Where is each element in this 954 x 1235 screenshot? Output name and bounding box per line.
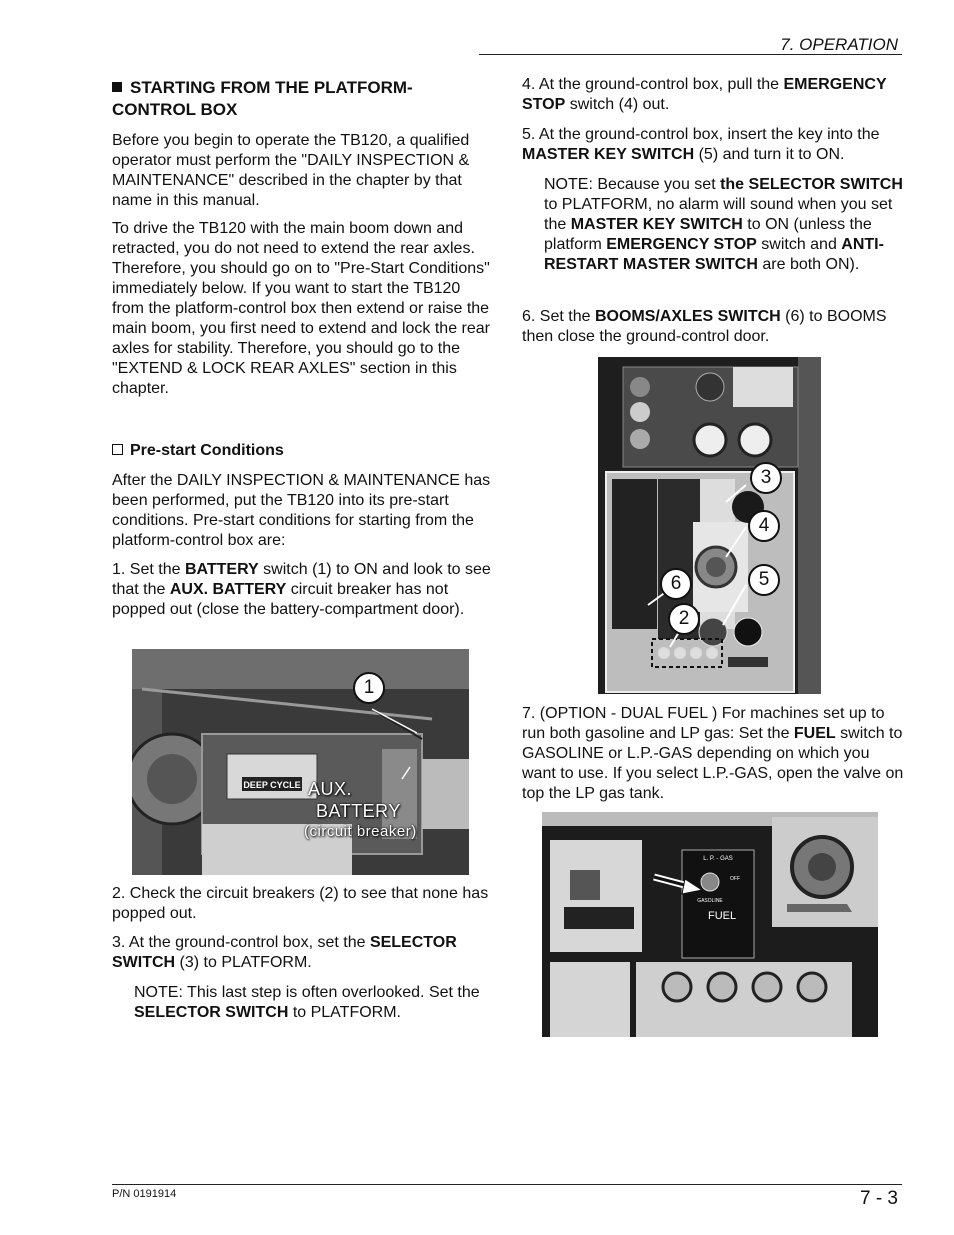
svg-text:DEEP CYCLE: DEEP CYCLE (243, 780, 301, 790)
battery-compartment-photo (132, 649, 469, 875)
header-rule (479, 54, 902, 55)
page-number: 7 - 3 (859, 1188, 898, 1209)
section-heading: STARTING FROM THE PLATFORM-CONTROL BOX (112, 78, 413, 119)
fuel-switch-photo (542, 812, 878, 1037)
callout-selector-switch: 3 (750, 462, 782, 494)
part-number: P/N 0191914 (112, 1188, 177, 1200)
note-2: NOTE: Because you set the SELECTOR SWITCH to PLATFORM, no alarm will sound when you set the MASTER KEY SWITCH to ON (unless the platform EMERGENCY STOP switch and ANTI-RESTART MASTER SWITCH are both ON). (544, 176, 903, 273)
callout-battery-switch: 1 (353, 672, 385, 704)
ground-control-box-photo (598, 357, 821, 694)
bullet-square-icon (112, 82, 122, 92)
step-6: 6. Set the BOOMS/AXLES SWITCH (6) to BOOMS then close the ground-control door. (522, 308, 887, 345)
fuel-label: FUEL (708, 910, 737, 922)
step-7: 7. (OPTION - DUAL FUEL ) For machines set up to run both gasoline and LP gas: Set the FUEL switch to GASOLINE or L.P.-GAS depending on which you want to use. If you select L.P.-GAS, open the valve on top the LP gas tank. (522, 705, 904, 802)
callout-circuit-breakers: 2 (668, 603, 700, 635)
prestart-paragraph: After the DAILY INSPECTION & MAINTENANCE has been performed, put the TB120 into its pre-start conditions. Pre-start conditions for starting from the platform-control box are: (112, 472, 491, 549)
step-3: 3. At the ground-control box, set the SELECTOR SWITCH (3) to PLATFORM. (112, 934, 457, 971)
step-5: 5. At the ground-control box, insert the key into the MASTER KEY SWITCH (5) and turn it to ON. (522, 126, 880, 163)
intro-paragraph: Before you begin to operate the TB120, a qualified operator must perform the "DAILY INSPECTION & MAINTENANCE" described in the chapter by that name in this manual. (112, 132, 470, 209)
step-2: 2. Check the circuit breakers (2) to see that none has popped out. (112, 885, 489, 922)
drive-paragraph: To drive the TB120 with the main boom down and retracted, you do not need to extend the rear axles. Therefore, you should go on to "Pre-Start Conditions" immediately below. If you want to start the TB120 from the platform-control box then extend or raise the main boom, you first need to extend and lock the rear axles for stability. Therefore, you should go to the "EXTEND & LOCK REAR AXLES" section in this chapter. (112, 220, 490, 397)
callout-master-key-switch: 5 (748, 564, 780, 596)
aux-label-line1: AUX. (308, 779, 353, 799)
section-header: 7. OPERATION (780, 35, 898, 54)
aux-label-line3: (circuit breaker) (304, 823, 417, 840)
aux-label-line2: BATTERY (316, 801, 401, 821)
control-box-illustration (598, 357, 821, 694)
lp-gas-label: L. P. - GAS (703, 856, 733, 862)
checkbox-bullet-icon (112, 444, 123, 455)
battery-photo-illustration (132, 649, 469, 875)
gasoline-label: GASOLINE (697, 898, 723, 904)
note-1: NOTE: This last step is often overlooked. Set the SELECTOR SWITCH to PLATFORM. (134, 984, 480, 1021)
footer-rule (112, 1184, 902, 1185)
step-1: 1. Set the BATTERY switch (1) to ON and look to see that the AUX. BATTERY circuit breaker has not popped out (close the battery-compartment door). (112, 561, 491, 618)
fuel-panel-illustration (542, 812, 878, 1037)
step-4: 4. At the ground-control box, pull the EMERGENCY STOP switch (4) out. (522, 76, 887, 113)
subheading: Pre-start Conditions (112, 442, 492, 460)
callout-booms-axles-switch: 6 (660, 568, 692, 600)
off-label: OFF (730, 876, 740, 882)
callout-emergency-stop: 4 (748, 510, 780, 542)
